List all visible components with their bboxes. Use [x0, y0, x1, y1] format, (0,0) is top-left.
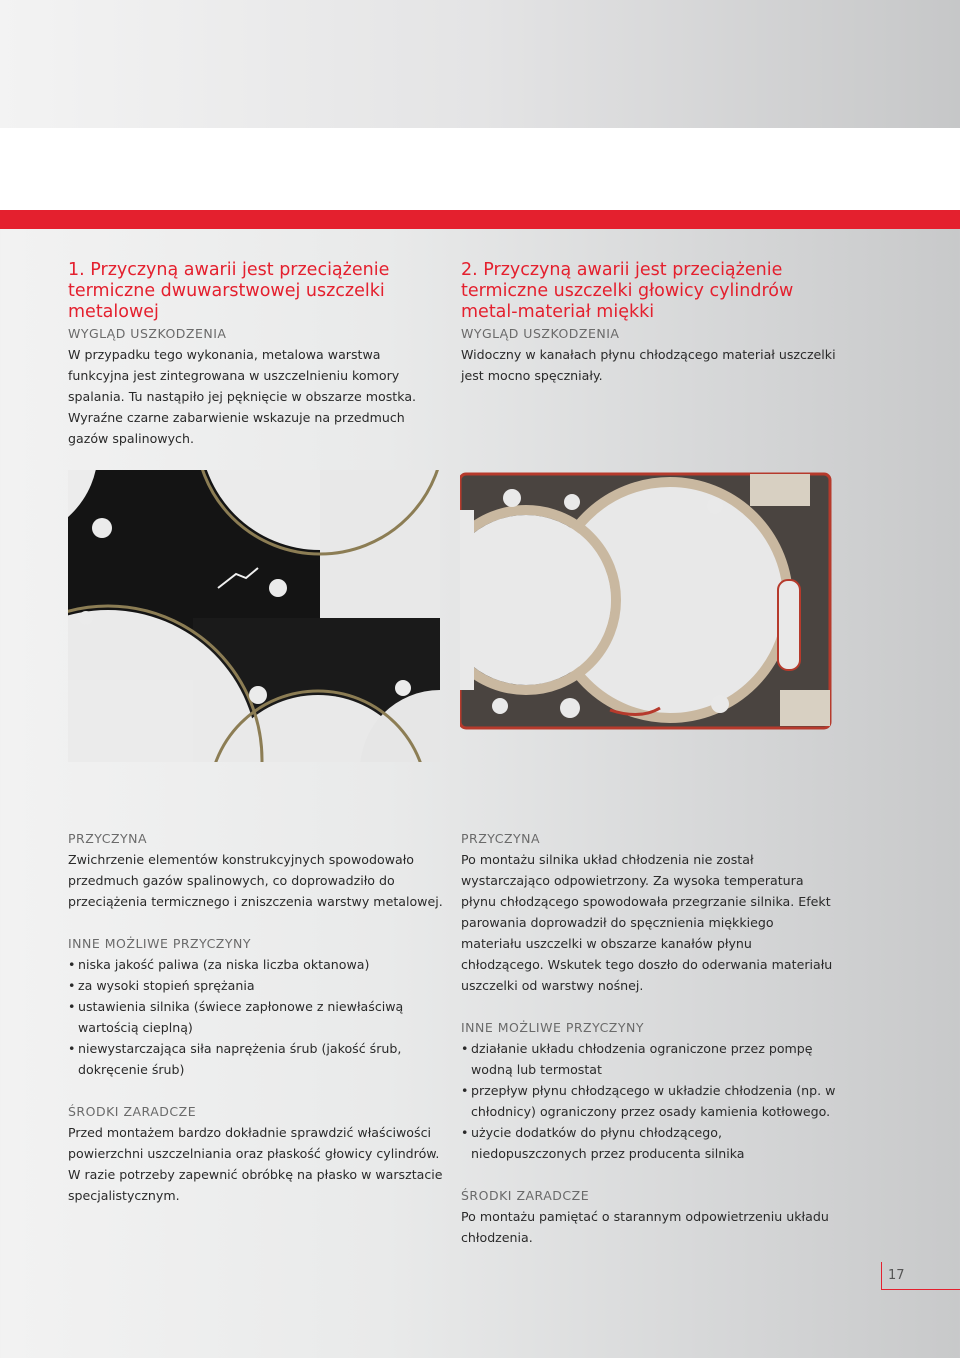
right-other-list: [461, 1038, 836, 1164]
list-item: • za wysoki stopień sprężania: [68, 975, 443, 996]
right-damage-heading: WYGLĄD USZKODZENIA: [461, 326, 620, 341]
right-damage-text: Widoczny w kanałach płynu chłodzącego materiał uszczelki jest mocno spęczniały.: [461, 347, 836, 383]
page-number: 17: [888, 1268, 905, 1283]
swollen-gasket-photo: [460, 470, 832, 730]
header-white-band: [0, 128, 960, 210]
cracked-gasket-photo: [68, 470, 440, 762]
right-title: 2. Przyczyną awarii jest przeciążenie termiczne uszczelki głowicy cylindrów metal-materiał miękki: [461, 260, 794, 322]
left-cause-text: Zwichrzenie elementów konstrukcyjnych spowodowało przedmuch gazów spalinowych, co doprowadziło do przeciążenia termicznego i zniszczenia warstwy metalowej.: [68, 852, 443, 909]
right-cause-heading: PRZYCZYNA: [461, 831, 541, 846]
list-item: • działanie układu chłodzenia ograniczone przez pompę wodną lub termostat: [461, 1038, 836, 1080]
left-intro: [68, 260, 438, 449]
list-item: • użycie dodatków do płynu chłodzącego, niedopuszczonych przez producenta silnika: [461, 1122, 836, 1164]
list-item: • niska jakość paliwa (za niska liczba oktanowa): [68, 954, 443, 975]
page-number-box: [881, 1262, 960, 1290]
header-red-stripe: [0, 210, 960, 229]
left-damage-text: W przypadku tego wykonania, metalowa warstwa funkcyjna jest zintegrowana w uszczelnieniu komory spalania. Tu nastąpiło jej pęknięcie w obszarze mostka. Wyraźne czarne zabarwienie wskazuje na przedmuch gazów spalinowych.: [68, 347, 417, 446]
right-remedy-heading: ŚRODKI ZARADCZE: [461, 1188, 590, 1203]
right-remedy-text: Po montażu pamiętać o starannym odpowietrzeniu układu chłodzenia.: [461, 1209, 829, 1245]
list-item: • niewystarczająca siła naprężenia śrub (jakość śrub, dokręcenie śrub): [68, 1038, 443, 1080]
list-item: • ustawienia silnika (świece zapłonowe z niewłaściwą wartością cieplną): [68, 996, 443, 1038]
left-cause-heading: PRZYCZYNA: [68, 831, 148, 846]
right-cause-text: Po montażu silnika układ chłodzenia nie został wystarczająco odpowietrzony. Za wysoka temperatura płynu chłodzącego spowodowała przegrzanie silnika. Efekt parowania doprowadził do spęcznienia miękkiego materiału uszczelki w obszarze kanałów płynu chłodzącego. Wskutek tego doszło do oderwania materiału uszczelki od warstwy nośnej.: [461, 852, 833, 993]
left-remedy-text: Przed montażem bardzo dokładnie sprawdzić właściwości powierzchni uszczelniania oraz płaskość głowicy cylindrów. W razie potrzeby zapewnić obróbkę na płasko w warsztacie specjalistycznym.: [68, 1125, 443, 1203]
right-details: [461, 828, 836, 1248]
left-damage-heading: WYGLĄD USZKODZENIA: [68, 326, 227, 341]
right-other-heading: INNE MOŻLIWE PRZYCZYNY: [461, 1020, 644, 1035]
left-other-heading: INNE MOŻLIWE PRZYCZYNY: [68, 936, 251, 951]
left-remedy-heading: ŚRODKI ZARADCZE: [68, 1104, 197, 1119]
list-item: • przepływ płynu chłodzącego w układzie chłodzenia (np. w chłodnicy) ograniczony przez osady kamienia kotłowego.: [461, 1080, 836, 1122]
left-title: 1. Przyczyną awarii jest przeciążenie termiczne dwuwarstwowej uszczelki metalowej: [68, 260, 390, 322]
left-other-list: [68, 954, 443, 1080]
top-gradient-band: [0, 0, 960, 128]
left-details: [68, 828, 443, 1206]
right-intro: [461, 260, 836, 386]
